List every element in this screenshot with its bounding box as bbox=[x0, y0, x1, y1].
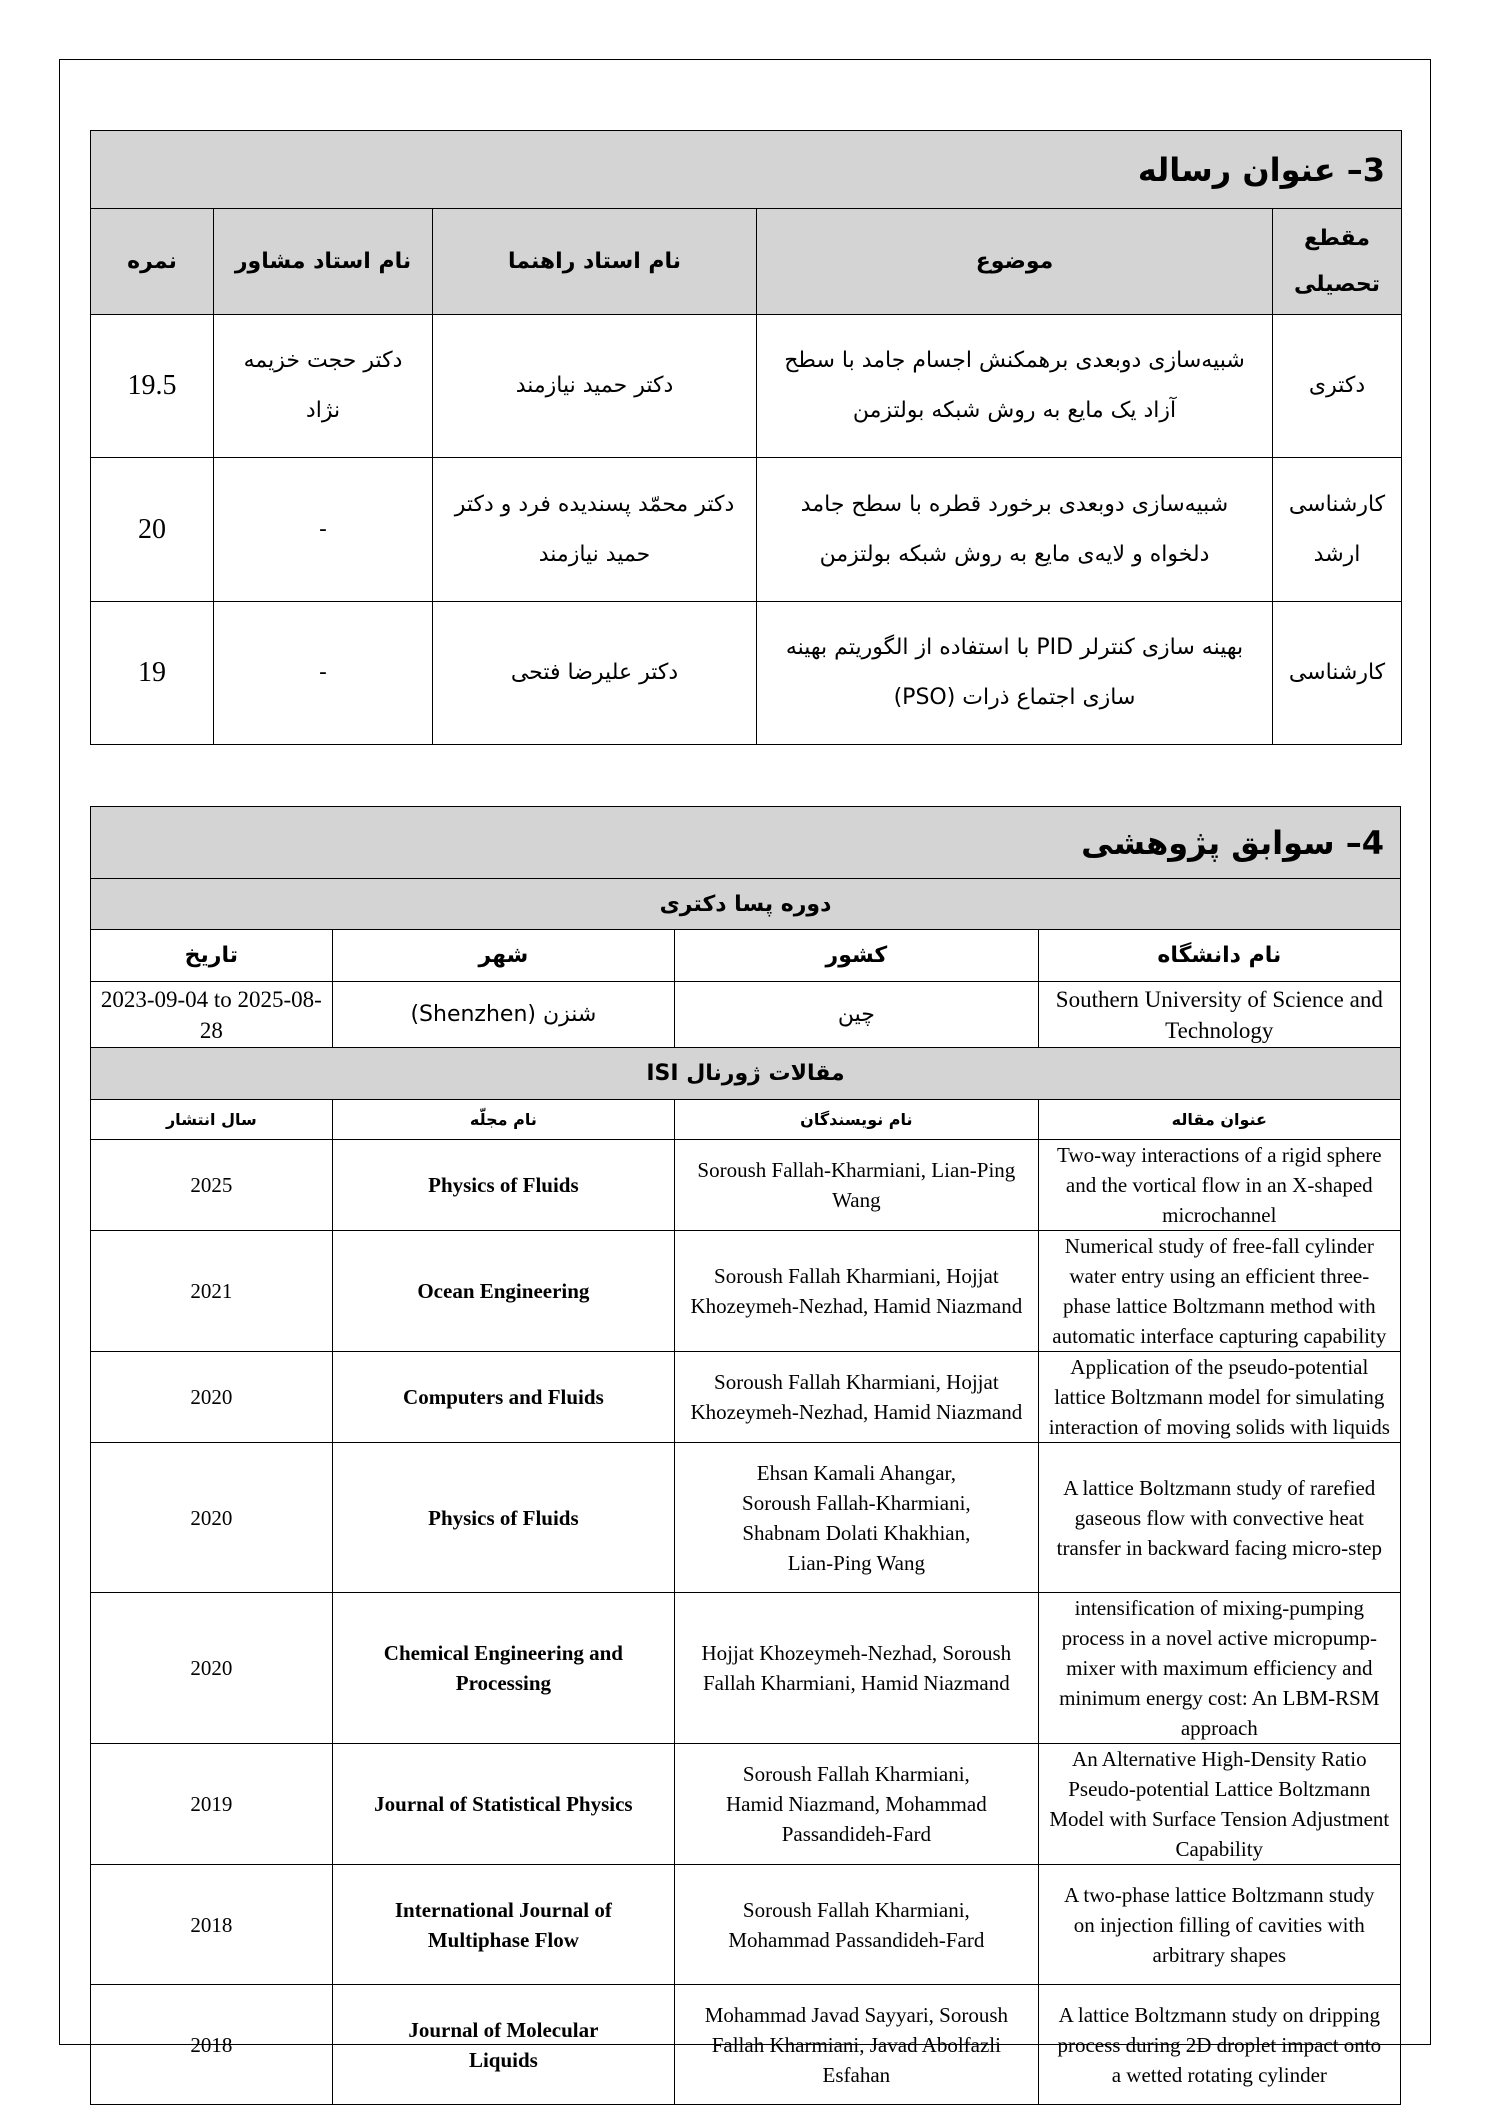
thesis-table bbox=[90, 130, 1402, 745]
topic: شبیه‌سازی دوبعدی برهمکنش اجسام جامد با سطح آزاد یک مایع به روش شبکه بولتزمن bbox=[757, 315, 1273, 458]
table-row bbox=[91, 1443, 1401, 1593]
topic: بهینه سازی کنترلر PID با استفاده از الگوریتم بهینه سازی اجتماع ذرات (PSO) bbox=[757, 602, 1273, 745]
header-authors: نام نویسندگان bbox=[675, 1100, 1039, 1140]
paper-year: 2018 bbox=[91, 1985, 333, 2105]
paper-journal: Computers and Fluids bbox=[332, 1352, 674, 1443]
paper-title: Application of the pseudo-potential lattice Boltzmann model for simulating interaction of moving solids with liquids bbox=[1038, 1352, 1400, 1443]
journals-title: مقالات ژورنال ISI bbox=[91, 1048, 1401, 1100]
advisor: - bbox=[214, 458, 433, 602]
table-row bbox=[91, 1231, 1401, 1352]
paper-title: Two-way interactions of a rigid sphere and the vortical flow in an X-shaped microchannel bbox=[1038, 1140, 1400, 1231]
grade: 20 bbox=[91, 458, 214, 602]
postdoc-country: چین bbox=[675, 982, 1039, 1048]
thesis-row bbox=[91, 315, 1402, 458]
thesis-row bbox=[91, 458, 1402, 602]
paper-year: 2020 bbox=[91, 1352, 333, 1443]
thesis-section-title: 3– عنوان رساله bbox=[91, 131, 1402, 209]
paper-journal: Ocean Engineering bbox=[332, 1231, 674, 1352]
paper-year: 2018 bbox=[91, 1865, 333, 1985]
degree: دکتری bbox=[1273, 315, 1402, 458]
paper-title: A two-phase lattice Boltzmann study on injection filling of cavities with arbitrary shapes bbox=[1038, 1865, 1400, 1985]
header-supervisor: نام استاد راهنما bbox=[433, 209, 757, 315]
paper-authors: Soroush Fallah Kharmiani, Hamid Niazmand, Mohammad Passandideh-Fard bbox=[675, 1744, 1039, 1865]
header-grade: نمره bbox=[91, 209, 214, 315]
paper-authors: Soroush Fallah-Kharmiani, Lian-Ping Wang bbox=[675, 1140, 1039, 1231]
topic: شبیه‌سازی دوبعدی برخورد قطره با سطح جامد دلخواه و لایه‌ی مایع به روش شبکه بولتزمن bbox=[757, 458, 1273, 602]
paper-authors: Soroush Fallah Kharmiani, Hojjat Khozeymeh-Nezhad, Hamid Niazmand bbox=[675, 1352, 1039, 1443]
paper-year: 2019 bbox=[91, 1744, 333, 1865]
paper-title: An Alternative High-Density Ratio Pseudo-potential Lattice Boltzmann Model with Surface Tension Adjustment Capability bbox=[1038, 1744, 1400, 1865]
postdoc-title: دوره پسا دکتری bbox=[91, 879, 1401, 930]
grade: 19 bbox=[91, 602, 214, 745]
paper-journal: Chemical Engineering and Processing bbox=[332, 1593, 674, 1744]
thesis-row bbox=[91, 602, 1402, 745]
paper-title: A lattice Boltzmann study on dripping process during 2D droplet impact onto a wetted rotating cylinder bbox=[1038, 1985, 1400, 2105]
header-topic: موضوع bbox=[757, 209, 1273, 315]
table-row bbox=[91, 1140, 1401, 1231]
supervisor: دکتر علیرضا فتحی bbox=[433, 602, 757, 745]
paper-title: Numerical study of free-fall cylinder water entry using an efficient three-phase lattice Boltzmann method with automatic interface capturing capability bbox=[1038, 1231, 1400, 1352]
table-row bbox=[91, 1865, 1401, 1985]
paper-year: 2020 bbox=[91, 1443, 333, 1593]
degree: کارشناسی ارشد bbox=[1273, 458, 1402, 602]
paper-year: 2025 bbox=[91, 1140, 333, 1231]
table-row bbox=[91, 1985, 1401, 2105]
postdoc-date: 2023-09-04 to 2025-08-28 bbox=[91, 982, 333, 1048]
paper-title: A lattice Boltzmann study of rarefied gaseous flow with convective heat transfer in backward facing micro-step bbox=[1038, 1443, 1400, 1593]
supervisor: دکتر حمید نیازمند bbox=[433, 315, 757, 458]
research-table bbox=[90, 806, 1401, 2105]
paper-journal: Journal of Statistical Physics bbox=[332, 1744, 674, 1865]
paper-year: 2020 bbox=[91, 1593, 333, 1744]
paper-authors: Soroush Fallah Kharmiani, Hojjat Khozeymeh-Nezhad, Hamid Niazmand bbox=[675, 1231, 1039, 1352]
advisor: - bbox=[214, 602, 433, 745]
header-degree: مقطع تحصیلی bbox=[1273, 209, 1402, 315]
paper-journal: Physics of Fluids bbox=[332, 1443, 674, 1593]
header-city: شهر bbox=[332, 930, 674, 982]
research-section-title: 4– سوابق پژوهشی bbox=[91, 807, 1401, 879]
advisor: دکتر حجت خزیمه نژاد bbox=[214, 315, 433, 458]
table-row bbox=[91, 1744, 1401, 1865]
paper-authors: Hojjat Khozeymeh-Nezhad, Soroush Fallah Kharmiani, Hamid Niazmand bbox=[675, 1593, 1039, 1744]
header-journal: نام مجلّه bbox=[332, 1100, 674, 1140]
header-date: تاریخ bbox=[91, 930, 333, 982]
header-advisor: نام استاد مشاور bbox=[214, 209, 433, 315]
paper-title: intensification of mixing-pumping process in a novel active micropump-mixer with maximum efficiency and minimum energy cost: An LBM-RSM approach bbox=[1038, 1593, 1400, 1744]
supervisor: دکتر محمّد پسندیده فرد و دکتر حمید نیازمند bbox=[433, 458, 757, 602]
table-row bbox=[91, 1593, 1401, 1744]
header-country: کشور bbox=[675, 930, 1039, 982]
paper-journal: Physics of Fluids bbox=[332, 1140, 674, 1231]
header-year: سال انتشار bbox=[91, 1100, 333, 1140]
paper-year: 2021 bbox=[91, 1231, 333, 1352]
header-university: نام دانشگاه bbox=[1038, 930, 1400, 982]
postdoc-city: شنزن (Shenzhen) bbox=[332, 982, 674, 1048]
paper-journal: International Journal of Multiphase Flow bbox=[332, 1865, 674, 1985]
postdoc-university: Southern University of Science and Technology bbox=[1038, 982, 1400, 1048]
paper-journal: Journal of Molecular Liquids bbox=[332, 1985, 674, 2105]
grade: 19.5 bbox=[91, 315, 214, 458]
paper-authors: Soroush Fallah Kharmiani, Mohammad Passandideh-Fard bbox=[675, 1865, 1039, 1985]
paper-authors: Ehsan Kamali Ahangar, Soroush Fallah-Kharmiani, Shabnam Dolati Khakhian, Lian-Ping Wang bbox=[675, 1443, 1039, 1593]
table-row bbox=[91, 1352, 1401, 1443]
paper-authors: Mohammad Javad Sayyari, Soroush Fallah Kharmiani, Javad Abolfazli Esfahan bbox=[675, 1985, 1039, 2105]
postdoc-row bbox=[91, 982, 1401, 1048]
degree: کارشناسی bbox=[1273, 602, 1402, 745]
header-paper-title: عنوان مقاله bbox=[1038, 1100, 1400, 1140]
